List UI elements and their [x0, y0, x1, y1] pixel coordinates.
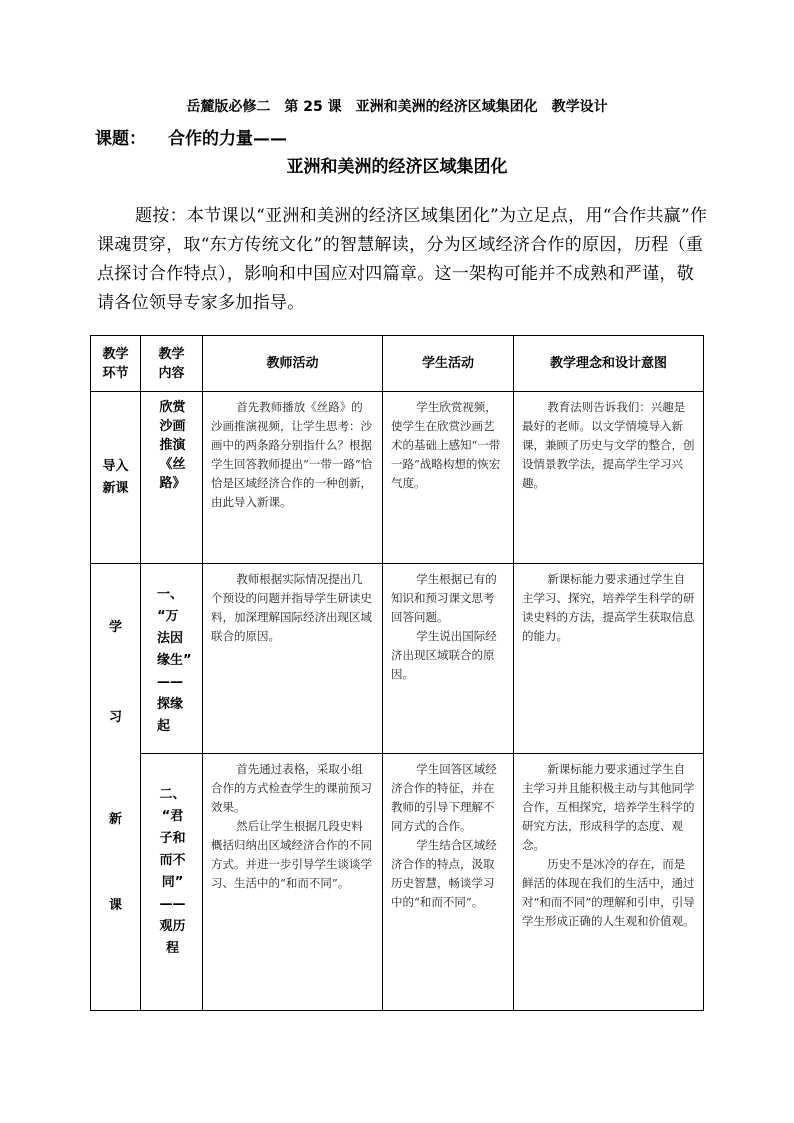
- lesson-topic: [95, 124, 287, 149]
- table-row-intro: [91, 392, 704, 564]
- teacher-activity-causes: 教师根据实际情况提出几个预设的问题并指导学生研读史料，加深理解国际经济出现区域联合的原因。: [203, 564, 383, 754]
- stage-study: 学 习 新 课: [91, 564, 141, 1011]
- content-process: 二、 “君 子和 而不 同” —— 观历 程: [141, 754, 203, 1011]
- student-activity-intro: 学生欣赏视频，使学生在欣赏沙画艺术的基础上感知“一带一路”战略构想的恢宏气度。: [383, 392, 514, 564]
- student-activity-process: 学生回答区域经济合作的特征，并在教师的引导下理解不同方式的合作。 学生结合区域经济合作的特点，汲取历史智慧，畅谈学习中的“和而不同”。: [383, 754, 514, 1011]
- table-row-causes: [91, 564, 704, 754]
- header-teacher-activity: 教师活动: [203, 336, 383, 392]
- content-silk-road: 欣赏 沙画 推演 《丝 路》: [141, 392, 203, 564]
- header-stage: 教学 环节: [91, 336, 141, 392]
- topic-title-line2: 亚洲和美洲的经济区域集团化: [286, 157, 508, 177]
- content-causes: 一、 “万 法因 缘生” —— 探缘 起: [141, 564, 203, 754]
- teacher-activity-intro: 首先教师播放《丝路》的沙画推演视频，让学生思考：沙画中的两条路分别指什么？根据学生回答教师提出“一带一路”恰恰是区域经济合作的一种创新，由此导入新课。: [203, 392, 383, 564]
- stage-intro: 导入 新课: [91, 392, 141, 564]
- topic-label: 课题：: [95, 129, 146, 149]
- lesson-plan-table: [90, 335, 704, 1011]
- table-row-process: [91, 754, 704, 1011]
- table-header-row: [91, 336, 704, 392]
- student-activity-causes: 学生根据已有的知识和预习课文思考回答问题。 学生说出国际经济出现区域联合的原因。: [383, 564, 514, 754]
- design-intent-intro: 教育法则告诉我们：兴趣是最好的老师。以文学情境导入新课，兼顾了历史与文学的整合，创设情景教学法，提高学生学习兴趣。: [514, 392, 704, 564]
- topic-title-line1: 合作的力量——: [168, 129, 287, 149]
- header-design-intent: 教学理念和设计意图: [514, 336, 704, 392]
- document-header: 岳麓版必修二 第 25 课 亚洲和美洲的经济区域集团化 教学设计: [186, 99, 608, 115]
- teacher-activity-process: 首先通过表格，采取小组合作的方式检查学生的课前预习效果。 然后让学生根据几段史料概括归纳出区域经济合作的不同方式。并进一步引导学生谈谈学习、生活中的“和而不同”。: [203, 754, 383, 1011]
- header-content: 教学 内容: [141, 336, 203, 392]
- design-intent-causes: 新课标能力要求通过学生自主学习、探究，培养学生科学的研读史料的方法，提高学生获取信息的能力。: [514, 564, 704, 754]
- intro-paragraph: 题按：本节课以“亚洲和美洲的经济区域集团化”为立足点，用“合作共赢”作课魂贯穿，取“东方传统文化”的智慧解读，分为区域经济合作的原因，历程（重点探讨合作特点），影响和中国应对四篇章。这一架构可能并不成熟和严谨，敬请各位领导专家多加指导。: [97, 206, 708, 313]
- header-student-activity: 学生活动: [383, 336, 514, 392]
- design-intent-process: 新课标能力要求通过学生自主学习并且能积极主动与其他同学合作，互相探究，培养学生科学的研究方法，形成科学的态度、观念。 历史不是冰冷的存在，而是鲜活的体现在我们的生活中，通过对“和而不同”的理解和引申，引导学生形成正确的人生观和价值观。: [514, 754, 704, 1011]
